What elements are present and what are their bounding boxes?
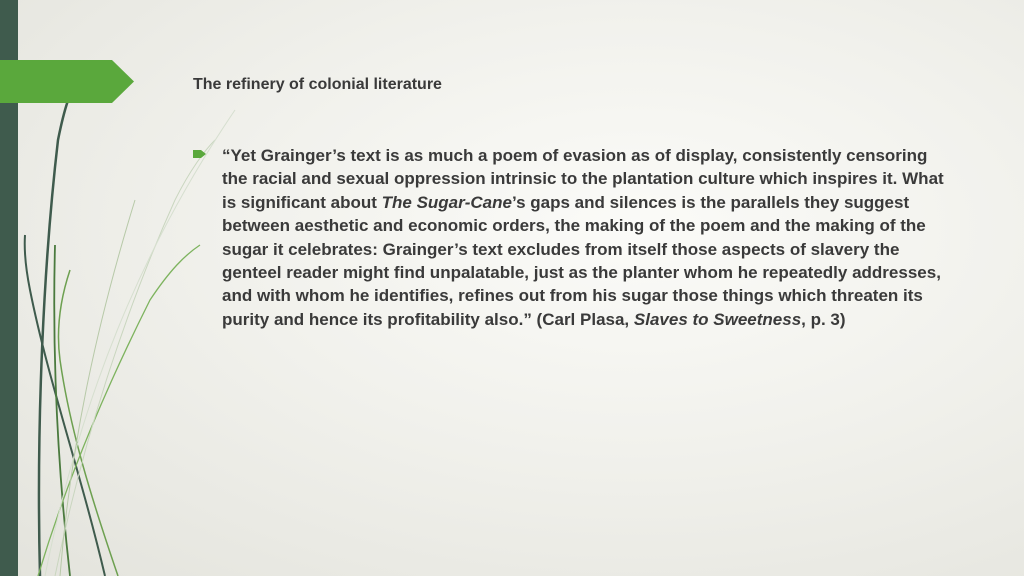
citation-page: , p. 3)	[801, 309, 846, 329]
bullet-item	[193, 144, 953, 331]
work-title-slaves-to-sweetness: Slaves to Sweetness	[633, 309, 802, 329]
slide-title: The refinery of colonial literature	[193, 76, 442, 93]
quote-text-part2: ’s gaps and silences is the parallels they suggest between aesthetic and economic orders, the making of the poem and the making of the sugar it celebrates: Grainger’s text excludes from itself those aspects of slavery the genteel reader might find unpalatable, just as the planter whom he repeatedly addresses, and with whom he identifies, refines out from his sugar those things which threaten its purity and hence its profitability also.” (Carl Plasa,	[222, 192, 941, 329]
arrow-bullet-icon	[193, 149, 207, 159]
quote-text-part1: “Yet Grainger’s text is as much a poem of evasion as of display, consistently censoring the racial and sexual oppression intrinsic to the plantation culture which inspires it. What is significant about	[222, 146, 944, 212]
title-accent-tab	[0, 60, 134, 103]
work-title-sugar-cane: The Sugar-Cane	[381, 192, 512, 212]
bullet-text	[222, 144, 953, 331]
